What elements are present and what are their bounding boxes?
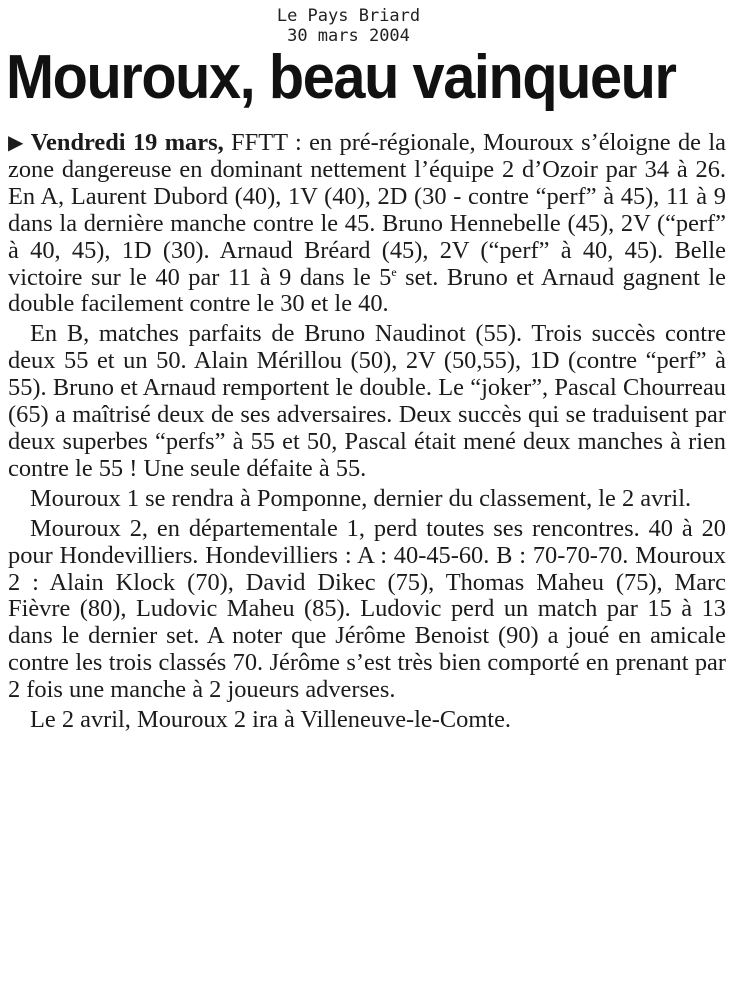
source-header [0, 6, 697, 46]
paragraph-1-text-end: set. Bruno et Arnaud gagnent le double facilement contre le 30 et le 40. [8, 263, 726, 318]
publication-date: 30 mars 2004 [287, 26, 410, 46]
headline: Mouroux, beau vainqueur [6, 43, 676, 112]
paragraph-4: Mouroux 2, en départementale 1, perd toutes ses rencontres. 40 à 20 pour Hondevilliers. Hondevilliers : A : 40-45-60. B : 70-70-70. Mouroux 2 : Alain Klock (70), David Dikec (75), Thomas Maheu (75), Marc Fièvre (80), Ludovic Maheu (85). Ludovic perd un match par 15 à 13 dans le dernier set. A noter que Jérôme Benoist (90) a joué en amicale contre les trois classés 70. Jérôme s’est très bien comporté en prenant par 2 fois une manche à 2 joueurs adverses. [8, 514, 726, 704]
ordinal-superscript: e [391, 264, 397, 279]
paragraph-1 [8, 130, 726, 318]
paragraph-1-text: FFTT : en pré-régionale, Mouroux s’éloigne de la zone dangereuse en dominant nettement l’équipe 2 d’Ozoir par 34 à 26. En A, Laurent Dubord (40), 1V (40), 2D (30 - contre “perf” à 45), 11 à 9 dans la dernière manche contre le 45. Bruno Hennebelle (45), 2V (“perf” à 40, 45), 1D (30). Arnaud Bréard (45), 2V (“perf” à 40, 45). Belle victoire sur le 40 par 11 à 9 dans le 5 [8, 129, 726, 291]
paragraph-2: En B, matches parfaits de Bruno Naudinot (55). Trois succès contre deux 55 et un 50. Alain Mérillou (50), 2V (50,55), 1D (contre “perf” à 55). Bruno et Arnaud remportent le double. Le “joker”, Pascal Chourreau (65) a maîtrisé deux de ses adversaires. Deux succès qui se traduisent par deux superbes “perfs” à 55 et 50, Pascal était mené deux manches à rien contre le 55 ! Une seule défaite à 55. [8, 320, 726, 482]
publication-name: Le Pays Briard [276, 6, 421, 26]
bullet-arrow-icon: ▶ [8, 132, 25, 154]
article-body [8, 130, 726, 737]
dateline: Vendredi 19 mars, [30, 129, 224, 156]
paragraph-5: Le 2 avril, Mouroux 2 ira à Villeneuve-le-Comte. [30, 706, 512, 734]
paragraph-3: Mouroux 1 se rendra à Pomponne, dernier du classement, le 2 avril. [30, 484, 692, 512]
